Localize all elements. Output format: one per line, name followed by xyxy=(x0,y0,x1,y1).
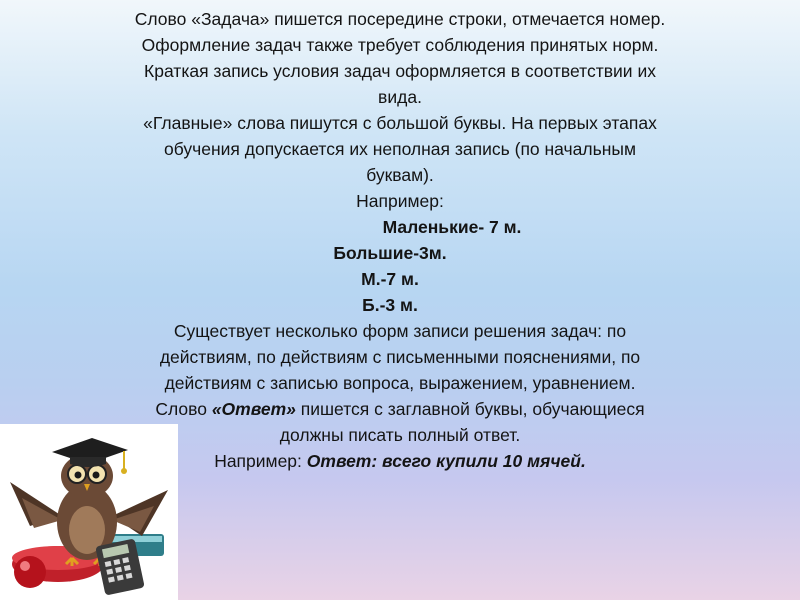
forms-line: действиям, по действиям с письменными пояснениями, по xyxy=(159,347,641,367)
text-line: Оформление задач также требует соблюдения принятых норм. xyxy=(141,35,659,55)
owl-icon xyxy=(0,424,178,600)
example-b: Б.-3 м. xyxy=(362,295,418,315)
text-line: обучения допускается их неполная запись (по начальным xyxy=(164,139,636,159)
answer-rule-suffix: пишется с заглавной буквы, обучающиеся xyxy=(295,399,645,419)
example-answer-prefix: Например: xyxy=(214,451,307,471)
answer-word: «Ответ» xyxy=(211,399,296,419)
text-line: Краткая запись условия задач оформляется в соответствии их xyxy=(144,61,656,81)
text-line: Слово «Задача» пишется посередине строки, отмечается номер. xyxy=(134,9,666,29)
text-line: Например: xyxy=(356,191,444,211)
forms-line: Существует несколько форм записи решения задач: по xyxy=(173,321,627,341)
text-line: вида. xyxy=(378,87,422,107)
example-big: Большие-3м. xyxy=(333,243,447,263)
slide-text xyxy=(20,6,780,474)
apple-icon xyxy=(14,556,46,588)
answer-rule-prefix: Слово xyxy=(155,399,212,419)
text-line: буквам). xyxy=(366,165,434,185)
example-m: М.-7 м. xyxy=(361,269,419,289)
owl-illustration xyxy=(0,424,178,600)
example-small: Маленькие- 7 м. xyxy=(382,217,522,237)
text-line: «Главные» слова пишутся с большой буквы. На первых этапах xyxy=(143,113,657,133)
answer-rule-line-2: должны писать полный ответ. xyxy=(279,425,521,445)
forms-line: действиям с записью вопроса, выражением, уравнением. xyxy=(164,373,636,393)
answer-rule-line xyxy=(20,396,780,422)
example-answer-text: Ответ: всего купили 10 мячей. xyxy=(306,451,586,471)
